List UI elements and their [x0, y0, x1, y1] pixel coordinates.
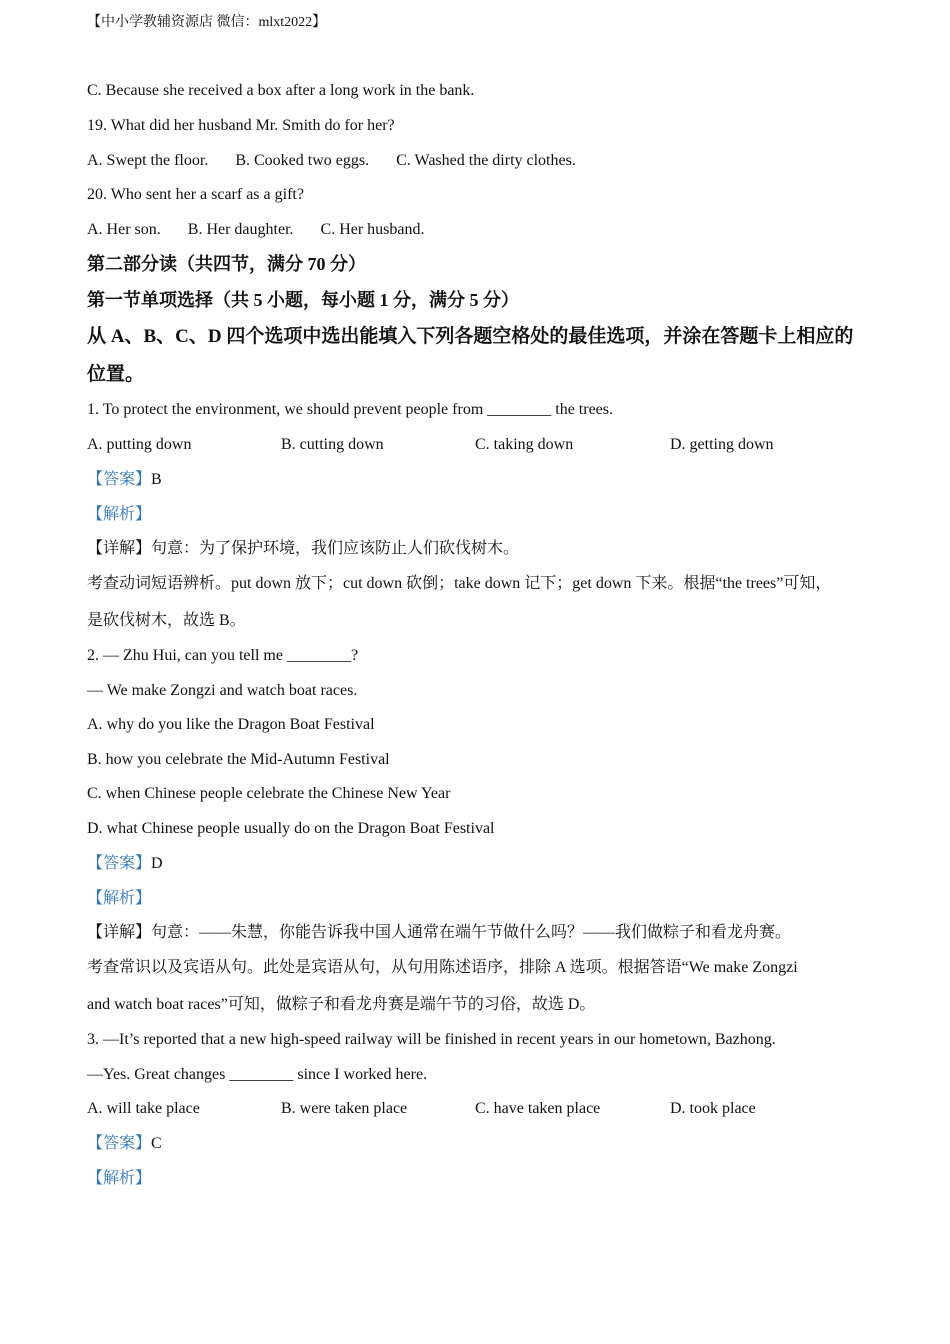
- q3-answer: [87, 1134, 162, 1154]
- q3-options: [87, 1099, 887, 1119]
- q2-analysis-tag: 【解析】: [87, 890, 152, 907]
- q3-option-b: B. were taken place: [281, 1100, 408, 1117]
- q2-stem: 2. — Zhu Hui, can you tell me ________?: [87, 647, 359, 664]
- q20-option-a: A. Her son.: [87, 221, 161, 238]
- q3-option-a: A. will take place: [87, 1100, 200, 1117]
- q1-answer: [87, 470, 162, 490]
- answer-value: D: [151, 855, 163, 872]
- part-two-heading: 第二部分读（共四节，满分 70 分）: [87, 254, 366, 274]
- detail-text: 句意：——朱慧，你能告诉我中国人通常在端午节做什么吗？——我们做粽子和看龙舟赛。: [151, 924, 792, 941]
- q19-option-c: C. Washed the dirty clothes.: [396, 152, 576, 169]
- q3-reply: —Yes. Great changes ________ since I worked here.: [87, 1066, 428, 1083]
- q20-option-b: B. Her daughter.: [187, 221, 294, 238]
- answer-tag: 【答案】: [87, 855, 152, 872]
- q19-stem: 19. What did her husband Mr. Smith do for her?: [87, 117, 395, 134]
- q1-option-b: B. cutting down: [281, 436, 384, 453]
- q20-stem: 20. Who sent her a scarf as a gift?: [87, 186, 304, 203]
- q2-detail: [87, 923, 791, 943]
- q2-explanation-2: and watch boat races”可知，做粽子和看龙舟赛是端午节的习俗，故选 D。: [87, 996, 596, 1013]
- q2-answer: [87, 854, 163, 874]
- q1-analysis-tag: 【解析】: [87, 506, 152, 523]
- q2-reply: — We make Zongzi and watch boat races.: [87, 682, 358, 699]
- q1-stem: 1. To protect the environment, we should prevent people from ________ the trees.: [87, 401, 614, 418]
- q1-explanation-1: 考查动词短语辨析。put down 放下；cut down 砍倒；take down 记下；get down 下来。根据“the trees”可知，: [87, 575, 832, 592]
- q20-option-c: C. Her husband.: [320, 221, 425, 238]
- q19-option-a: A. Swept the floor.: [87, 152, 209, 169]
- answer-tag: 【答案】: [87, 471, 152, 488]
- q2-explanation-1: 考查常识以及宾语从句。此处是宾语从句，从句用陈述语序，排除 A 选项。根据答语“We make Zongzi: [87, 959, 798, 976]
- q1-option-a: A. putting down: [87, 436, 192, 453]
- q1-option-c: C. taking down: [475, 436, 574, 453]
- detail-tag: 【详解】: [87, 924, 152, 941]
- q20-options: [87, 220, 452, 240]
- answer-tag: 【答案】: [87, 1135, 152, 1152]
- q2-option-a: A. why do you like the Dragon Boat Festival: [87, 716, 375, 733]
- q2-option-d: D. what Chinese people usually do on the Dragon Boat Festival: [87, 820, 495, 837]
- q19-options: [87, 151, 603, 171]
- detail-tag: 【详解】: [87, 540, 152, 557]
- q3-option-d: D. took place: [670, 1100, 756, 1117]
- q1-detail: [87, 539, 519, 559]
- q2-option-c: C. when Chinese people celebrate the Chinese New Year: [87, 785, 451, 802]
- answer-value: C: [151, 1135, 162, 1152]
- answer-value: B: [151, 471, 162, 488]
- detail-text: 句意：为了保护环境，我们应该防止人们砍伐树木。: [151, 540, 520, 557]
- q18-option-c: C. Because she received a box after a long work in the bank.: [87, 82, 475, 99]
- q3-analysis-tag: 【解析】: [87, 1170, 152, 1187]
- q1-options: [87, 435, 887, 455]
- q19-option-b: B. Cooked two eggs.: [235, 152, 370, 169]
- page-header: 【中小学教辅资源店 微信：mlxt2022】: [87, 15, 327, 30]
- instruction-line-1: 从 A、B、C、D 四个选项中选出能填入下列各题空格处的最佳选项，并涂在答题卡上相应的: [87, 326, 854, 347]
- q2-option-b: B. how you celebrate the Mid-Autumn Festival: [87, 751, 390, 768]
- q1-option-d: D. getting down: [670, 436, 774, 453]
- instruction-line-2: 位置。: [87, 364, 145, 385]
- q1-explanation-2: 是砍伐树木，故选 B。: [87, 612, 246, 629]
- q3-option-c: C. have taken place: [475, 1100, 601, 1117]
- q3-stem: 3. —It’s reported that a new high-speed railway will be finished in recent years in our hometown, Bazhong.: [87, 1031, 776, 1048]
- section-one-heading: 第一节单项选择（共 5 小题，每小题 1 分，满分 5 分）: [87, 290, 519, 310]
